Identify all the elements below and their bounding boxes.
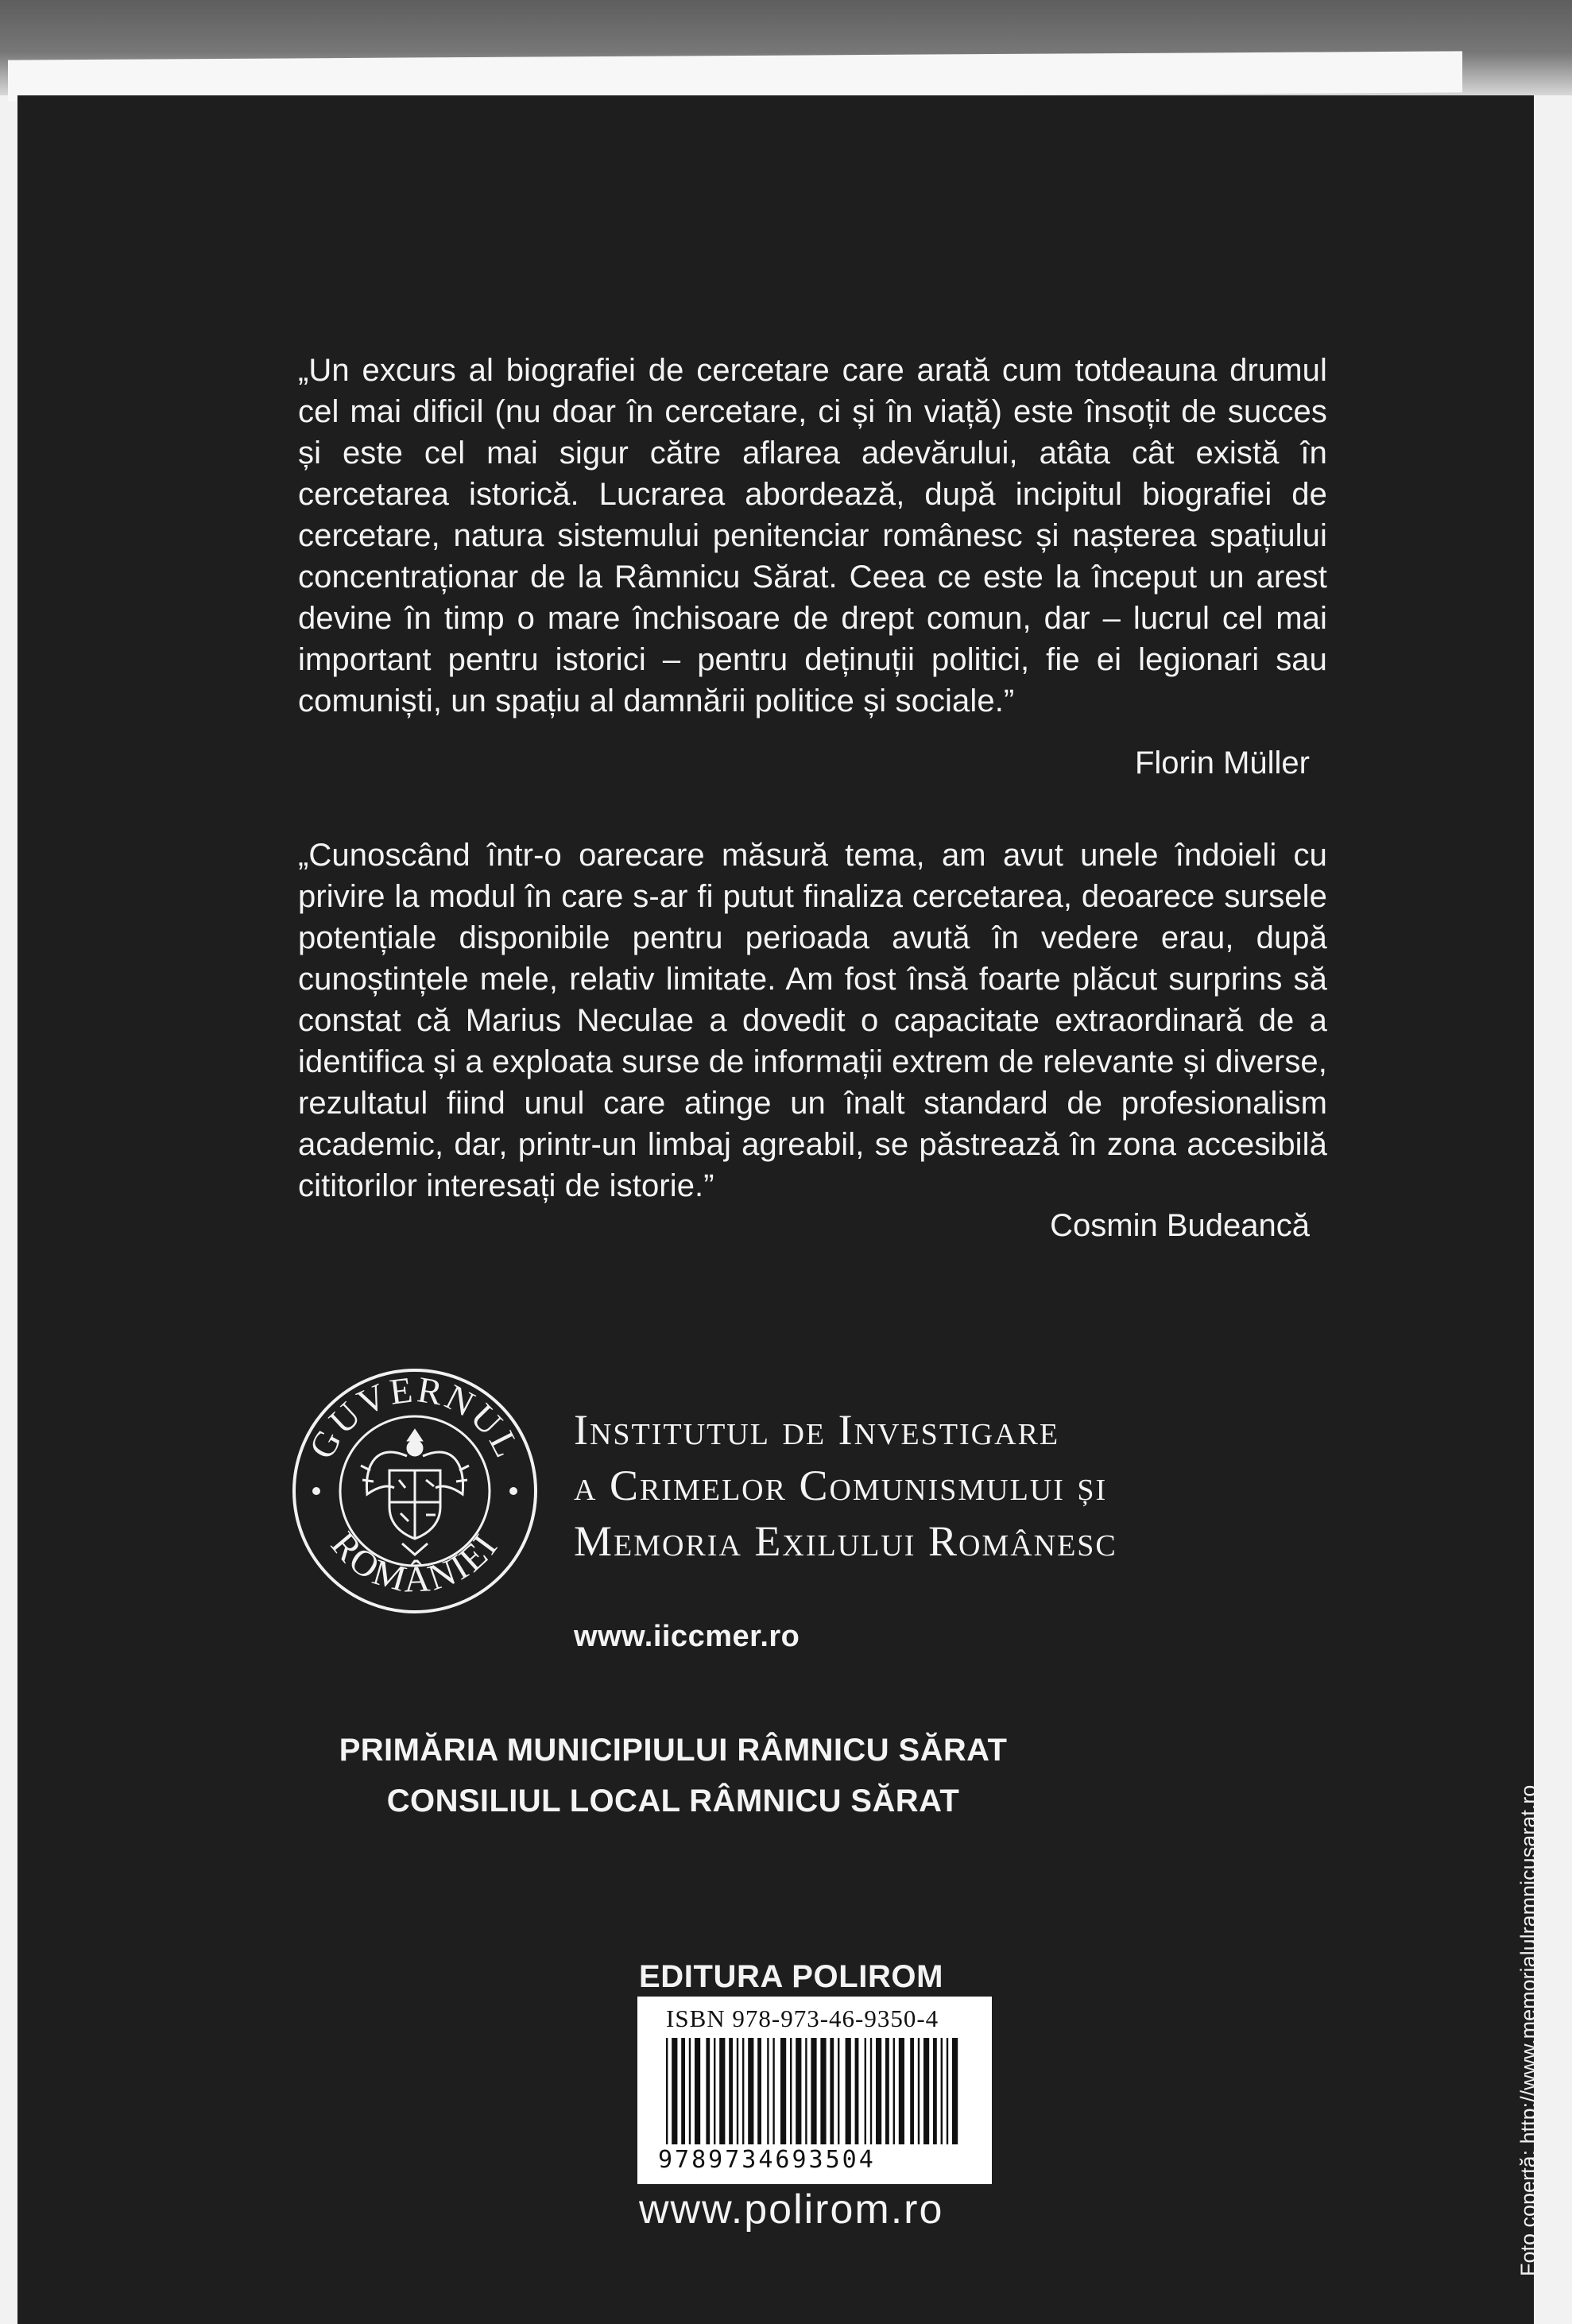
partner-name: CONSILIUL LOCAL RÂMNICU SĂRAT (386, 1784, 960, 1819)
barcode-digits: 9789734693504 (658, 2146, 876, 2174)
barcode-bar (681, 2038, 685, 2144)
photo-credit: Foto copertă: http://www.memorialulramnicusarat.ro (1516, 1784, 1540, 2276)
barcode-bar (952, 2038, 958, 2144)
barcode-bar (865, 2038, 866, 2144)
quote-author: Florin Müller (1134, 746, 1310, 780)
barcode-bar (870, 2038, 872, 2144)
barcode-bar (941, 2038, 943, 2144)
publisher-name: EDITURA POLIROM (639, 1959, 944, 1994)
barcode-bar (742, 2038, 744, 2144)
barcode-bar (885, 2038, 889, 2144)
barcode-bar (772, 2038, 774, 2144)
barcode-bar (714, 2038, 715, 2144)
back-cover (17, 95, 1540, 2324)
barcode-bar (820, 2038, 826, 2144)
barcode-bar (737, 2038, 738, 2144)
partner-name: PRIMĂRIA MUNICIPIULUI RÂMNICU SĂRAT (339, 1733, 1008, 1768)
barcode-bar (876, 2038, 881, 2144)
barcode-bar (923, 2038, 929, 2144)
barcode-bar (846, 2038, 851, 2144)
barcode-bar (790, 2038, 792, 2144)
barcode-bar (695, 2038, 700, 2144)
barcode-bar (838, 2038, 839, 2144)
institute-website-link[interactable]: www.iiccmer.ro (574, 1620, 800, 1653)
barcode-bar (830, 2038, 834, 2144)
isbn-number: ISBN 978-973-46-9350-4 (666, 2004, 939, 2032)
barcode-bar (899, 2038, 904, 2144)
barcode-bar (796, 2038, 801, 2144)
isbn-barcode (637, 1997, 992, 2184)
barcode-bar (805, 2038, 807, 2144)
barcode-bar (757, 2038, 761, 2144)
seal-top-text: GUVERNUL (300, 1369, 529, 1466)
quote-text: „Cunoscând într-o oarecare măsură tema, am avut unele îndoieli cu privire la modul în care s-ar fi putut finaliza cercetarea, deoarece sursele potențiale disponibile pentru perioada avută în vedere erau, după cunoștințele mele, relativ limitate. Am fost însă foarte plăcut surprins să constat că Marius Neculae a dovedit o capacitate extraordinară de a identifica și a exploata surse de informații extrem de relevante și diverse, rezultatul fiind unul care atinge un înalt standard de profesionalism academic, dar, printr-un limbaj agreabil, se păstrează în zona accesibilă cititorilor interesați de istorie.” (298, 838, 1327, 1203)
quote-text: „Un excurs al biografiei de cercetare care arată cum totdeauna drumul cel mai dificil (nu doar în cercetare, ci și în viață) este însoțit de succes și este cel mai sigur către aflarea adevărului, atâta cât există în cercetarea istorică. Lucrarea abordează, după incipitul biografiei de cercetare, natura sistemului penitenciar românesc și nașterea spațiului concentraționar de la Râmnicu Sărat. Ceea ce este la început un arest devine în timp o mare închisoare de drept comun, dar – lucrul cel mai important pentru istorici – pentru deținuții politici, fie ei legionari sau comuniști, un spațiu al damnării politice și sociale.” (298, 353, 1327, 719)
barcode-bar (947, 2038, 948, 2144)
barcode-bar (729, 2038, 733, 2144)
barcode-bar (666, 2038, 668, 2144)
barcode-bar (855, 2038, 859, 2144)
barcode-bar (811, 2038, 816, 2144)
barcode-bar (893, 2038, 895, 2144)
barcode-bar (672, 2038, 677, 2144)
barcode-bar (748, 2038, 753, 2144)
barcode-bar (933, 2038, 937, 2144)
coat-of-arms-icon (361, 1431, 469, 1555)
barcode-bar (719, 2038, 725, 2144)
barcode-icon (663, 2038, 968, 2144)
barcode-bar (918, 2038, 920, 2144)
barcode-bar (689, 2038, 691, 2144)
seal-bottom-text: ROMÂNIEI (323, 1524, 506, 1600)
publisher-website-link[interactable]: www.polirom.ro (639, 2186, 944, 2233)
quote-author: Cosmin Budeancă (1050, 1208, 1310, 1243)
barcode-bar (706, 2038, 710, 2144)
barcode-bar (910, 2038, 914, 2144)
government-seal-icon (291, 1367, 539, 1615)
institute-name: Institutul de Investigare а Crimelor Comunismului și Memoria Exilului Românesc (574, 1406, 1117, 1565)
barcode-bar (780, 2038, 786, 2144)
barcode-bar (767, 2038, 769, 2144)
